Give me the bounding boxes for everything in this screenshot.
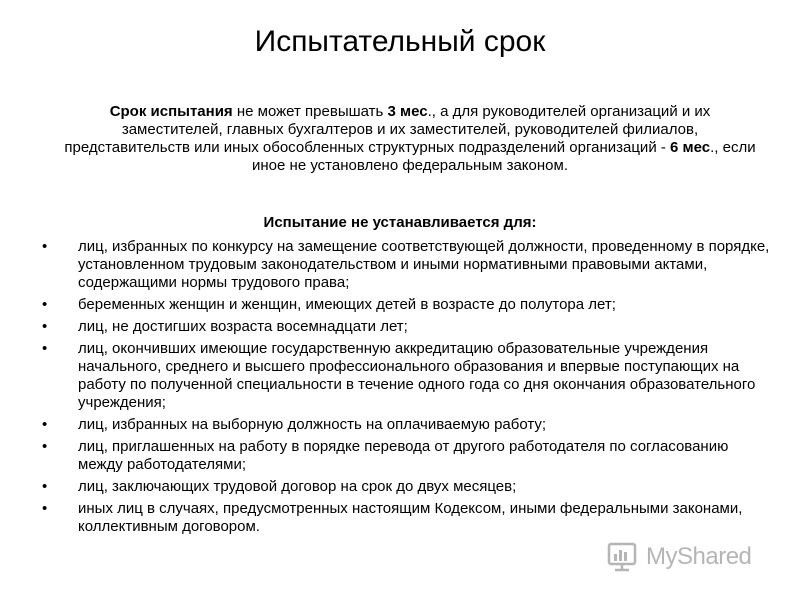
bullet-icon: •: [42, 340, 48, 357]
slide-title: Испытательный срок: [254, 25, 546, 58]
bullet-icon: •: [42, 296, 48, 313]
bullet-icon: •: [42, 478, 48, 495]
bullet-icon: •: [42, 318, 48, 335]
list-item-text: лиц, заключающих трудовой договор на срок до двух месяцев;: [78, 478, 517, 495]
intro-text-3: ., если иное не установлено федеральным законом.: [252, 139, 756, 174]
list-item: [40, 478, 770, 496]
list-item: [40, 416, 770, 434]
intro-term: Срок испытания: [109, 103, 233, 120]
list-item: [40, 500, 770, 536]
list-item: [40, 238, 770, 292]
exceptions-list: [40, 238, 770, 540]
list-item-text: лиц, приглашенных на работу в порядке перевода от другого работодателя по согласованию между работодателями;: [78, 438, 729, 473]
bullet-icon: •: [42, 416, 48, 433]
intro-text-1: не может превышать: [232, 103, 388, 120]
bullet-icon: •: [42, 438, 48, 455]
bullet-icon: •: [42, 238, 48, 255]
exceptions-heading: Испытание не устанавливается для:: [263, 214, 537, 231]
list-item: [40, 340, 770, 412]
list-item-text: лиц, окончивших имеющие государственную аккредитацию образовательные учреждения начального, среднего и высшего профессионального образования и впервые поступающих на работу по полученной специальности в течение одного года со дня окончания образовательного учреждения;: [78, 340, 756, 411]
bullet-icon: •: [42, 500, 48, 517]
list-item-text: беременных женщин и женщин, имеющих детей в возрасте до полутора лет;: [78, 296, 616, 313]
intro-paragraph: [60, 103, 760, 175]
intro-term-3-months: 3 мес: [387, 103, 428, 120]
list-item-text: лиц, избранных на выборную должность на оплачиваемую работу;: [78, 416, 547, 433]
list-item: [40, 318, 770, 336]
intro-term-6-months: 6 мес: [670, 139, 711, 156]
list-item: [40, 296, 770, 314]
list-item: [40, 438, 770, 474]
list-item-text: лиц, избранных по конкурсу на замещение соответствующей должности, проведенному в порядке, установленном трудовым законодательством и иными нормативными правовыми актами, содержащими нормы трудового права;: [78, 238, 770, 291]
watermark-text: MyShared: [646, 543, 752, 570]
intro-text-2: ., а для руководителей организаций и их заместителей, главных бухгалтеров и их заместителей, руководителей филиалов, представительств или иных обособленных структурных подразделений организаций -: [64, 103, 711, 156]
myshared-watermark: [606, 540, 776, 574]
myshared-logo-icon: [606, 540, 640, 574]
list-item-text: лиц, не достигших возраста восемнадцати лет;: [78, 318, 408, 335]
list-item-text: иных лиц в случаях, предусмотренных настоящим Кодексом, иными федеральными законами, коллективным договором.: [78, 500, 743, 535]
